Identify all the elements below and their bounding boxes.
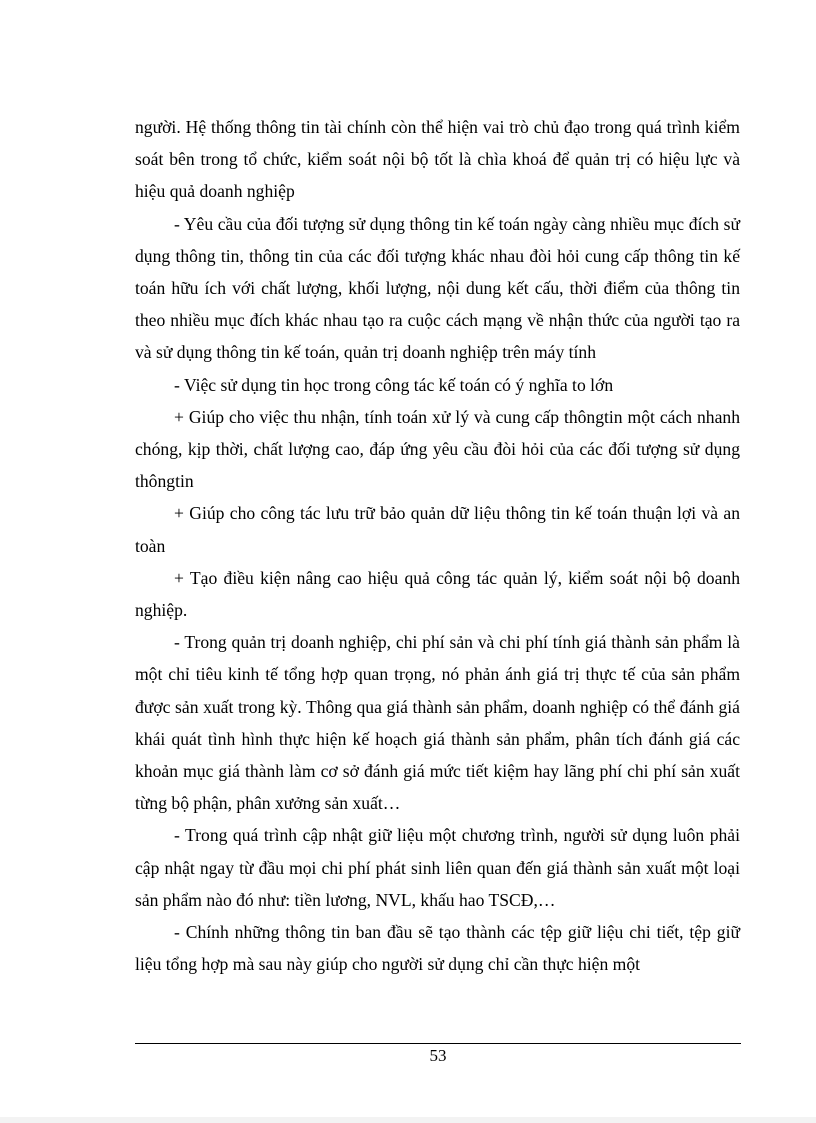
paragraph-6: + Tạo điều kiện nâng cao hiệu quả công tác quản lý, kiểm soát nội bộ doanh nghiệp. [135,567,740,621]
paragraph-1: người. Hệ thống thông tin tài chính còn thể hiện vai trò chủ đạo trong quá trình kiểm soát bên trong tổ chức, kiểm soát nội bộ tốt là chìa khoá để quản trị có hiệu lực và hiệu quả doanh nghiệp [135,117,740,202]
footer-divider [135,1043,741,1044]
paragraph-3: - Việc sử dụng tin học trong công tác kế toán có ý nghĩa to lớn [174,374,614,395]
page-bottom-edge [0,1117,816,1123]
body-text [135,111,740,980]
paragraph-8: - Trong quá trình cập nhật giữ liệu một chương trình, người sử dụng luôn phải cập nhật ngay từ đầu mọi chi phí phát sinh liên quan đến giá thành sản xuất một loại sản phẩm nào đó như: tiền lương, NVL, khấu hao TSCĐ,… [135,825,740,910]
paragraph-9: - Chính những thông tin ban đầu sẽ tạo thành các tệp giữ liệu chi tiết, tệp giữ liệu tổng hợp mà sau này giúp cho người sử dụng chỉ cần thực hiện một [135,922,740,975]
paragraph-5: + Giúp cho công tác lưu trữ bảo quản dữ liệu thông tin kế toán thuận lợi và an toàn [135,503,740,556]
paragraph-4: + Giúp cho việc thu nhận, tính toán xử lý và cung cấp thôngtin một cách nhanh chóng, kịp thời, chất lượng cao, đáp ứng yêu cầu đòi hỏi của các đối tượng sử dụng thôngtin [135,406,740,492]
paragraph-2: - Yêu cầu của đối tượng sử dụng thông tin kế toán ngày càng nhiều mục đích sử dụng thông tin, thông tin của các đối tượng khác nhau đòi hỏi cung cấp thông tin kế toán hữu ích với chất lượng, khối lượng, nội dung kết cấu, thời điểm của thông tin theo nhiều mục đích khác nhau tạo ra cuộc cách mạng về nhận thức của người tạo ra và sử dụng thông tin kế toán, quản trị doanh nghiệp trên máy tính [135,213,740,363]
paragraph-7: - Trong quản trị doanh nghiệp, chi phí sản và chi phí tính giá thành sản phẩm là một chỉ tiêu kinh tế tổng hợp quan trọng, nó phản ánh giá trị thực tế của sản phẩm được sản xuất trong kỳ. Thông qua giá thành sản phẩm, doanh nghiệp có thể đánh giá khái quát tình hình thực hiện kế hoạch giá thành sản phẩm, phân tích đánh giá các khoản mục giá thành làm cơ sở đánh giá mức tiết kiệm hay lãng phí chi phí sản xuất từng bộ phận, phân xưởng sản xuất… [135,632,740,814]
page-number: 53 [429,1046,447,1065]
